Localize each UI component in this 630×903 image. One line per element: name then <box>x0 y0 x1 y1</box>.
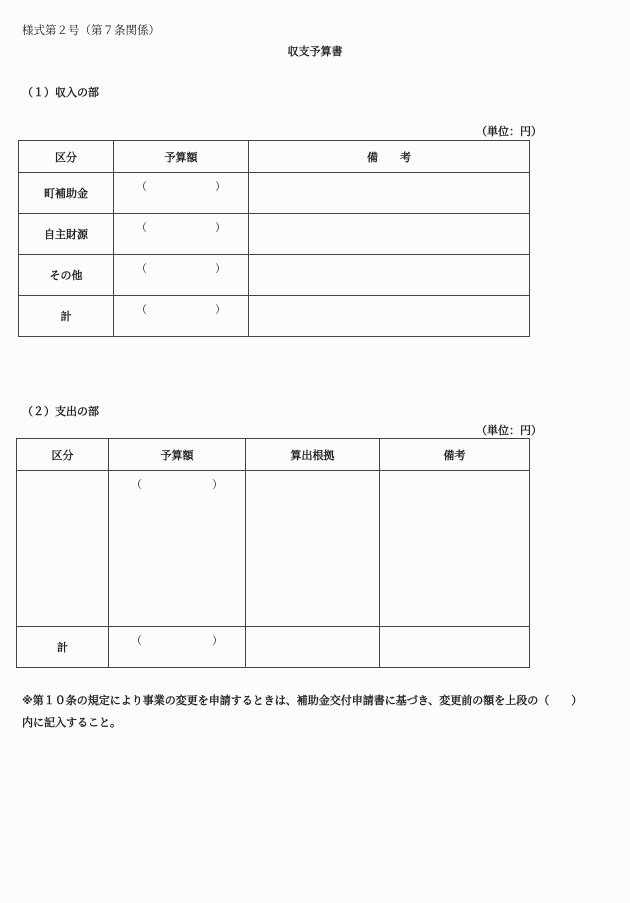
header-remarks: 備考 <box>380 439 530 471</box>
row-label: その他 <box>19 255 114 296</box>
table-header-row <box>17 439 530 471</box>
income-unit-label: （単位：円） <box>476 125 542 138</box>
row-label[interactable] <box>17 471 109 627</box>
header-remarks: 備 考 <box>249 141 530 173</box>
table-row <box>19 296 530 337</box>
close-paren: ） <box>215 221 226 234</box>
remarks-cell[interactable] <box>249 173 530 214</box>
close-paren: ） <box>215 180 226 193</box>
document-title: 収支予算書 <box>287 45 343 58</box>
table-row <box>19 173 530 214</box>
remarks-cell[interactable] <box>249 255 530 296</box>
budget-amount-cell[interactable] <box>109 471 246 627</box>
close-paren: ） <box>215 262 226 275</box>
budget-amount-cell[interactable] <box>114 296 249 337</box>
table-row <box>19 214 530 255</box>
budget-amount-cell[interactable] <box>114 255 249 296</box>
note-line-2: 内に記入すること。 <box>22 716 121 729</box>
remarks-cell[interactable] <box>380 471 530 627</box>
open-paren: （ <box>136 180 147 193</box>
header-calculation-basis: 算出根拠 <box>246 439 380 471</box>
budget-amount-cell[interactable] <box>109 627 246 668</box>
close-paren: ） <box>212 634 223 647</box>
remarks-cell[interactable] <box>249 214 530 255</box>
row-label: 計 <box>17 627 109 668</box>
row-label: 町補助金 <box>19 173 114 214</box>
remarks-cell[interactable] <box>249 296 530 337</box>
open-paren: （ <box>136 303 147 316</box>
income-section-heading: （１）収入の部 <box>22 86 99 99</box>
remarks-cell[interactable] <box>380 627 530 668</box>
row-label: 計 <box>19 296 114 337</box>
close-paren: ） <box>212 478 223 491</box>
table-header-row <box>19 141 530 173</box>
header-budget-amount: 予算額 <box>114 141 249 173</box>
header-budget-amount: 予算額 <box>109 439 246 471</box>
expense-unit-label: （単位：円） <box>476 424 542 437</box>
note-line-1: ※第１０条の規定により事業の変更を申請するときは、補助金交付申請書に基づき、変更前の額を上段の（ ） <box>22 694 583 707</box>
open-paren: （ <box>136 262 147 275</box>
budget-amount-cell[interactable] <box>114 173 249 214</box>
income-table <box>18 140 530 337</box>
header-category: 区分 <box>17 439 109 471</box>
open-paren: （ <box>131 634 142 647</box>
table-row <box>17 627 530 668</box>
calculation-basis-cell[interactable] <box>246 627 380 668</box>
expense-section-heading: （２）支出の部 <box>22 405 99 418</box>
close-paren: ） <box>215 303 226 316</box>
table-row <box>19 255 530 296</box>
form-number: 様式第２号（第７条関係） <box>22 23 160 37</box>
open-paren: （ <box>131 478 142 491</box>
open-paren: （ <box>136 221 147 234</box>
row-label: 自主財源 <box>19 214 114 255</box>
calculation-basis-cell[interactable] <box>246 471 380 627</box>
header-category: 区分 <box>19 141 114 173</box>
expense-table <box>16 438 530 668</box>
table-row <box>17 471 530 627</box>
budget-amount-cell[interactable] <box>114 214 249 255</box>
